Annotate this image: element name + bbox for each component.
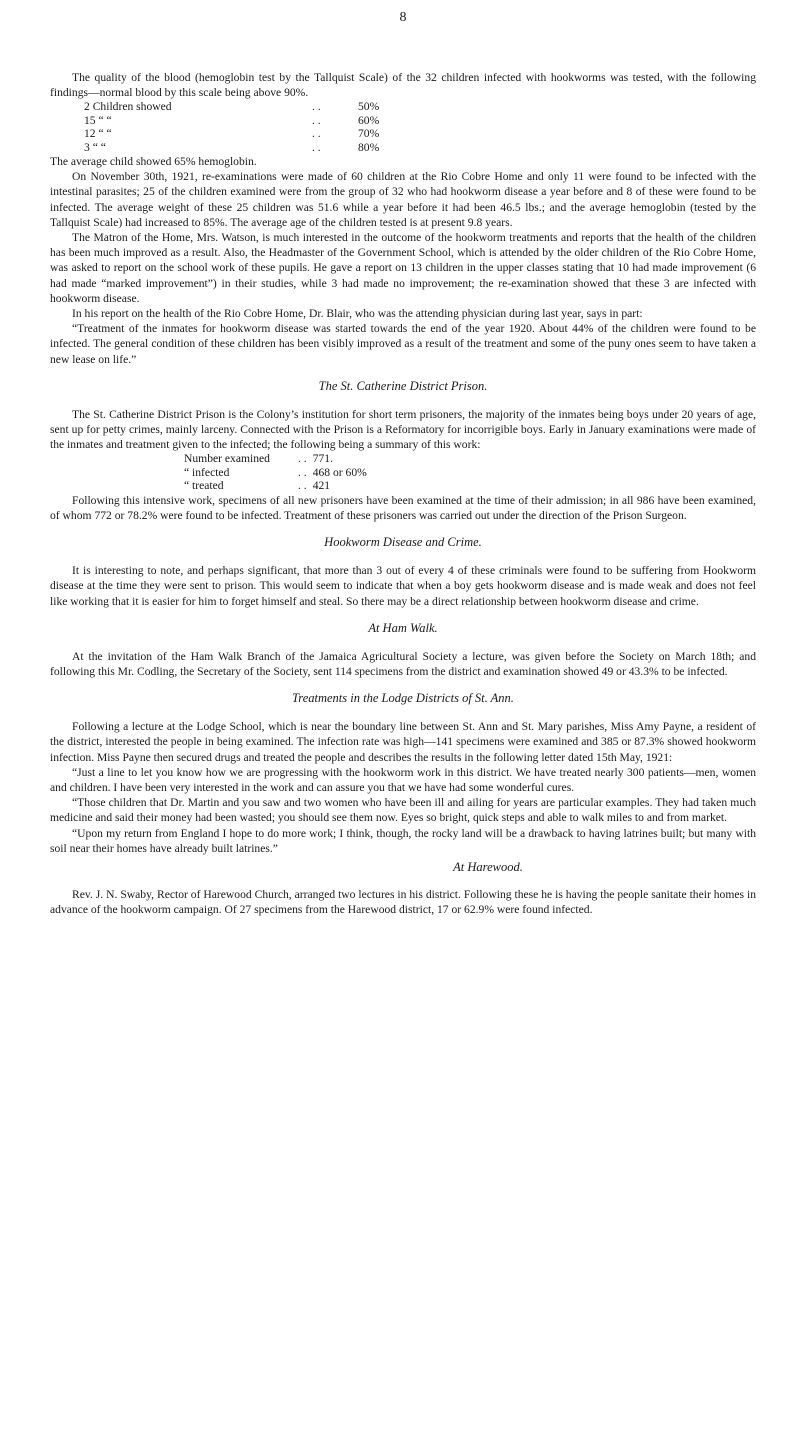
row-value: 421: [312, 479, 331, 493]
row-dots: . .: [312, 127, 321, 141]
matron-paragraph: The Matron of the Home, Mrs. Watson, is much interested in the outcome of the hookworm treatments and reports that the health of the children has been much improved as a result. Also, the Headmaster of the Government School, which is attended by the older children of the Rio Cobre Home, was asked to report on the school work of these pupils. He gave a report on 13 children in the upper classes stating that 10 had made improvement (6 had made “marked improvement”) in their studies, while 3 had made no improvement; the re-examination showed that these 3 are infected with hookworm disease.: [50, 231, 756, 305]
blair-quote-paragraph: “Treatment of the inmates for hookworm disease was started towards the end of the year 1920. About 44% of the children were found to be infected. The general condition of these children has been visibly improved as a result of the treatment and some of the puny ones seem to have taken a new lease on life.”: [50, 322, 756, 366]
table-row: [184, 466, 373, 479]
row-dots: . .: [298, 452, 307, 466]
row-dots: . .: [312, 140, 321, 154]
harewood-paragraph: Rev. J. N. Swaby, Rector of Harewood Church, arranged two lectures in his district. Following these he is having the people sanitate their homes in advance of the hookworm campaign. Of 27 specimens from the Harewood district, 17 or 62.9% were found infected.: [50, 887, 756, 917]
row-dots: . .: [298, 479, 307, 493]
letter-paragraph-1: “Just a line to let you know how we are progressing with the hookworm work in this district. We have treated nearly 300 patients—men, women and children. I have been very interested in the work and can assure you that we have had some wonderful cures.: [50, 765, 756, 794]
lodge-paragraph: Following a lecture at the Lodge School, which is near the boundary line between St. Ann and St. Mary parishes, Miss Amy Payne, a resident of the district, interested the people in being examined. The infection rate was high—141 specimens were examined and 385 or 87.3% showed hookworm infection. Miss Payne then secured drugs and treated the people and describes the results in the following letter dated 15th May, 1921:: [50, 720, 756, 764]
average-line: The average child showed 65% hemoglobin.: [50, 155, 257, 169]
table-row: [84, 100, 385, 113]
row-label: “ treated: [184, 479, 224, 493]
prison-table: [184, 452, 373, 492]
row-label: 15 “ “: [84, 113, 112, 127]
heading-harewood: At Harewood.: [453, 859, 523, 874]
letter-paragraph-2: “Those children that Dr. Martin and you saw and two women who have been ill and ailing for years are particular examples. They had taken much medicine and said their money had been wasted; you should see them now. Eyes so bright, quick steps and able to walk miles to and from market.: [50, 796, 756, 825]
heading-lodge: Treatments in the Lodge Districts of St. Ann.: [292, 691, 514, 706]
row-value: 60%: [358, 113, 380, 127]
heading-prison: The St. Catherine District Prison.: [318, 378, 488, 393]
row-label: 2 Children showed: [84, 100, 172, 114]
table-row: [184, 452, 373, 465]
table-row: [84, 141, 385, 154]
table-row: [184, 479, 373, 492]
crime-paragraph: It is interesting to note, and perhaps significant, that more than 3 out of every 4 of these criminals were found to be suffering from Hookworm disease at the time they were sent to prison. This would seem to indicate that when a boy gets hookworm disease and is made weak and does not feel like working that it is easier for him to forget himself and steal. So there may be a direct relationship between hookworm disease and crime.: [50, 564, 756, 608]
prison-follow-paragraph: Following this intensive work, specimens of all new prisoners have been examined at the time of their admission; in all 986 have been examined, of whom 772 or 78.2% were found to be infected. Treatment of these prisoners was carried out under the direction of the Prison Surgeon.: [50, 493, 756, 522]
hemoglobin-table: [84, 100, 385, 154]
row-dots: . .: [312, 100, 321, 114]
row-value: 50%: [358, 100, 380, 114]
row-value: 80%: [358, 140, 380, 154]
blair-intro-paragraph: In his report on the health of the Rio Cobre Home, Dr. Blair, who was the attending physician during last year, says in part:: [72, 307, 643, 321]
ham-walk-paragraph: At the invitation of the Ham Walk Branch of the Jamaica Agricultural Society a lecture, was given before the Society on March 18th; and following this Mr. Codling, the Secretary of the Society, sent 114 specimens from the district and examination showed 49 or 43.3% to be infected.: [50, 649, 756, 678]
table-row: [84, 114, 385, 127]
prison-paragraph: The St. Catherine District Prison is the Colony’s institution for short term prisoners, the majority of the inmates being boys under 20 years of age, sent up for petty crimes, mainly larceny. Connected with the Prison is a Reformatory for incorrigible boys. Early in January examinations were made of the inmates and treatment given to the infected; the following being a summary of this work:: [50, 407, 756, 452]
row-label: Number examined: [184, 452, 270, 466]
heading-ham-walk: At Ham Walk.: [368, 620, 438, 635]
row-label: 12 “ “: [84, 127, 112, 141]
heading-crime: Hookworm Disease and Crime.: [324, 535, 482, 550]
row-value: 70%: [358, 127, 380, 141]
table-row: [84, 127, 385, 140]
row-dots: . .: [298, 465, 307, 479]
november-paragraph: On November 30th, 1921, re-examinations were made of 60 children at the Rio Cobre Home and only 11 were found to be infected with the intestinal parasites; 25 of the children examined were from the group of 32 who had hookworm disease a year before and 8 of these were found to be infected. The average weight of these 25 children was 51.6 while a year before it had been 46.5 lbs.; and the average hemoglobin (tested by the Tallquist Scale) had increased to 85%. The average age of the children tested is at present 9.8 years.: [50, 170, 756, 229]
row-label: 3 “ “: [84, 140, 106, 154]
row-value: 771.: [312, 452, 333, 466]
row-dots: . .: [312, 113, 321, 127]
page-number: 8: [399, 10, 407, 25]
intro-paragraph: The quality of the blood (hemoglobin test by the Tallquist Scale) of the 32 children infected with hookworms was tested, with the following findings—normal blood by this scale being above 90%.: [50, 71, 756, 100]
row-value: 468 or 60%: [312, 465, 367, 479]
row-label: “ infected: [184, 465, 230, 479]
letter-paragraph-3: “Upon my return from England I hope to do more work; I think, though, the rocky land will be a drawback to having latrines built; but many with soil near their homes have already built latrines.”: [50, 826, 756, 855]
